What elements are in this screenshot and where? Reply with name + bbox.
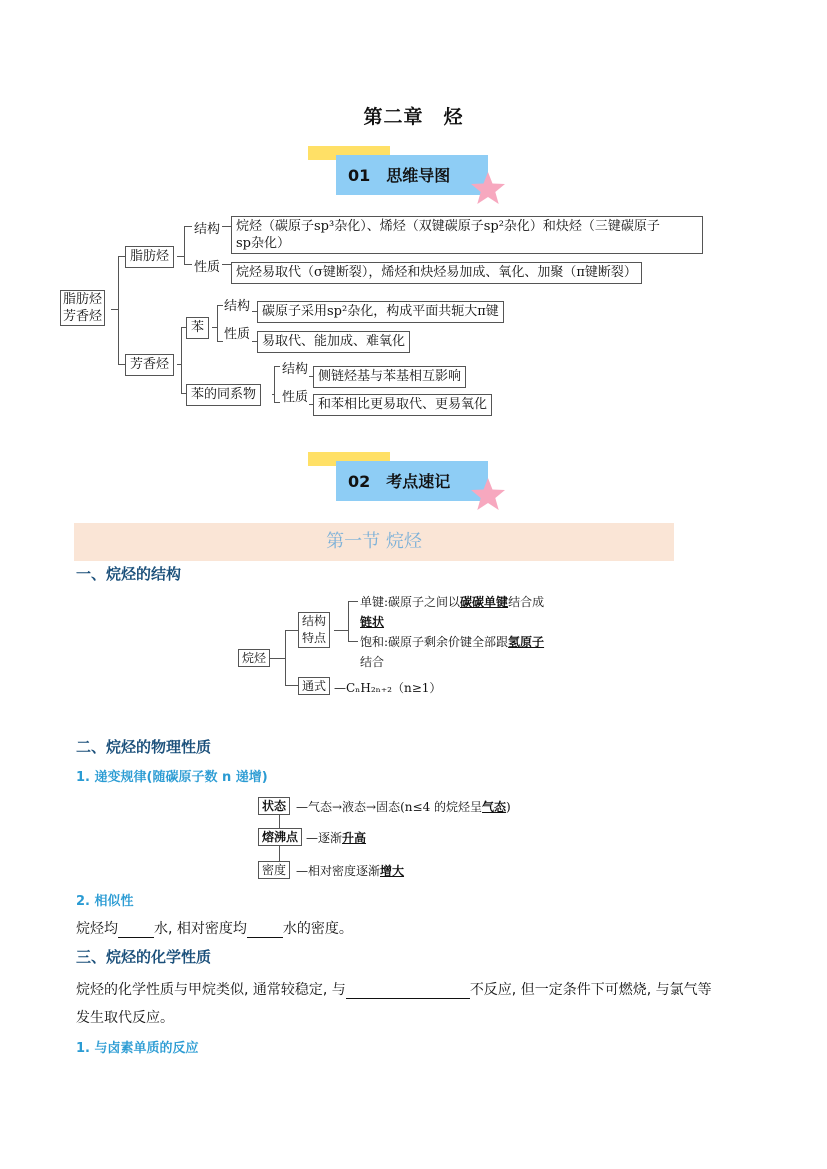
diag-saturated bbox=[360, 633, 544, 650]
diag-saturated-b: 氢原子 bbox=[508, 635, 545, 649]
similarity-c: 水的密度。 bbox=[282, 921, 353, 937]
diag-combine: 结合 bbox=[360, 655, 385, 669]
phys-mp-b: 升高 bbox=[342, 831, 367, 845]
chemical-text-line1 bbox=[76, 979, 712, 999]
similarity-text bbox=[76, 918, 353, 938]
mm-homologs-property-text: 和苯相比更易取代、更易氧化 bbox=[313, 394, 492, 416]
phys-state-a: —气态→液态→固态(n≤4 的烷烃呈 bbox=[296, 800, 483, 814]
heading-alkane-structure: 一、烷烃的结构 bbox=[76, 565, 182, 583]
blank-3 bbox=[346, 984, 470, 999]
diag-struct-line1: 结构 bbox=[302, 614, 327, 628]
phys-density-a: —相对密度逐渐 bbox=[296, 864, 381, 878]
diag-formula-label: 通式 bbox=[298, 677, 330, 695]
mm-benzene-structure-text: 碳原子采用sp²杂化，构成平面共轭大π键 bbox=[257, 301, 504, 323]
mm-aliphatic-structure-line1: 烷烃（碳原子sp³杂化）、烯烃（双键碳原子sp²杂化）和炔烃（三键碳原子 bbox=[236, 219, 660, 234]
banner-label: 02 考点速记 bbox=[348, 472, 451, 491]
diag-chain: 链状 bbox=[360, 615, 385, 629]
diag-root: 烷烃 bbox=[238, 649, 270, 667]
mm-aromatic: 芳香烃 bbox=[125, 354, 174, 376]
mm-homologs: 苯的同系物 bbox=[186, 384, 261, 406]
mm-homologs-structure: 结构 bbox=[282, 362, 309, 377]
diag-single-bond bbox=[360, 593, 544, 610]
phys-state-c: ) bbox=[506, 800, 511, 814]
heading-physical-properties: 二、烷烃的物理性质 bbox=[76, 738, 212, 756]
heading-variation-rule: 1. 递变规律(随碳原子数 n 递增) bbox=[76, 770, 268, 785]
similarity-b: 水, 相对密度均 bbox=[154, 921, 247, 937]
diag-single-b: 碳碳单键 bbox=[460, 595, 509, 609]
diag-struct-feature bbox=[298, 612, 330, 648]
phys-mp-text bbox=[306, 829, 366, 846]
mm-root bbox=[60, 290, 105, 326]
section-heading-bar bbox=[74, 523, 674, 561]
heading-chemical-properties: 三、烷烃的化学性质 bbox=[76, 948, 212, 966]
mm-aliphatic: 脂肪烃 bbox=[125, 246, 174, 268]
similarity-a: 烷烃均 bbox=[76, 921, 118, 937]
chemical-text-line2: 发生取代反应。 bbox=[76, 1010, 174, 1026]
mm-root-line2: 芳香烃 bbox=[63, 309, 103, 324]
phys-density-b: 增大 bbox=[380, 864, 405, 878]
diag-saturated-a: 饱和:碳原子剩余价键全部跟 bbox=[360, 635, 509, 649]
mm-aliphatic-structure: 结构 bbox=[194, 222, 221, 237]
mm-benzene-structure: 结构 bbox=[224, 299, 251, 314]
chemical-b: 不反应, 但一定条件下可燃烧, 与氯气等 bbox=[469, 982, 712, 998]
mm-benzene-property: 性质 bbox=[224, 327, 251, 342]
blank-1 bbox=[118, 923, 154, 938]
mm-aliphatic-property-text: 烷烃易取代（σ键断裂），烯烃和炔烃易加成、氧化、加聚（π键断裂） bbox=[231, 262, 642, 284]
mm-homologs-structure-text: 侧链烃基与苯基相互影响 bbox=[313, 366, 466, 388]
phys-density-text bbox=[296, 862, 404, 879]
diag-formula: —CₙH₂ₙ₊₂（n≥1） bbox=[334, 681, 442, 695]
heading-similarity: 2. 相似性 bbox=[76, 894, 134, 909]
mm-aliphatic-structure-text bbox=[231, 216, 703, 254]
banner-label: 01 思维导图 bbox=[348, 166, 451, 185]
page-title: 第二章 烃 bbox=[363, 106, 464, 128]
mm-root-line1: 脂肪烃 bbox=[63, 292, 103, 307]
chemical-a: 烷烃的化学性质与甲烷类似, 通常较稳定, 与 bbox=[76, 982, 346, 998]
phys-state-b: 气态 bbox=[482, 800, 507, 814]
mm-benzene: 苯 bbox=[186, 317, 209, 339]
blank-2 bbox=[247, 923, 283, 938]
mm-benzene-property-text: 易取代、能加成、难氧化 bbox=[257, 331, 410, 353]
section-banner-keypoints bbox=[308, 452, 508, 512]
phys-density: 密度 bbox=[258, 861, 290, 879]
star-icon bbox=[470, 171, 506, 205]
heading-halogen-reaction: 1. 与卤素单质的反应 bbox=[76, 1041, 199, 1056]
section-heading: 第一节 烷烃 bbox=[326, 531, 422, 552]
mm-aliphatic-property: 性质 bbox=[194, 260, 221, 275]
diag-struct-line2: 特点 bbox=[302, 631, 327, 645]
diag-single-c: 结合成 bbox=[508, 595, 545, 609]
phys-state: 状态 bbox=[258, 797, 290, 815]
star-icon bbox=[470, 477, 506, 511]
phys-mp-a: —逐渐 bbox=[306, 831, 343, 845]
mm-homologs-property: 性质 bbox=[282, 390, 309, 405]
phys-melting-point: 熔沸点 bbox=[258, 828, 302, 846]
mm-aliphatic-structure-line2: sp杂化） bbox=[236, 236, 290, 251]
diag-single-a: 单键:碳原子之间以 bbox=[360, 595, 461, 609]
phys-state-text bbox=[296, 798, 511, 815]
section-banner-mindmap bbox=[308, 146, 508, 206]
